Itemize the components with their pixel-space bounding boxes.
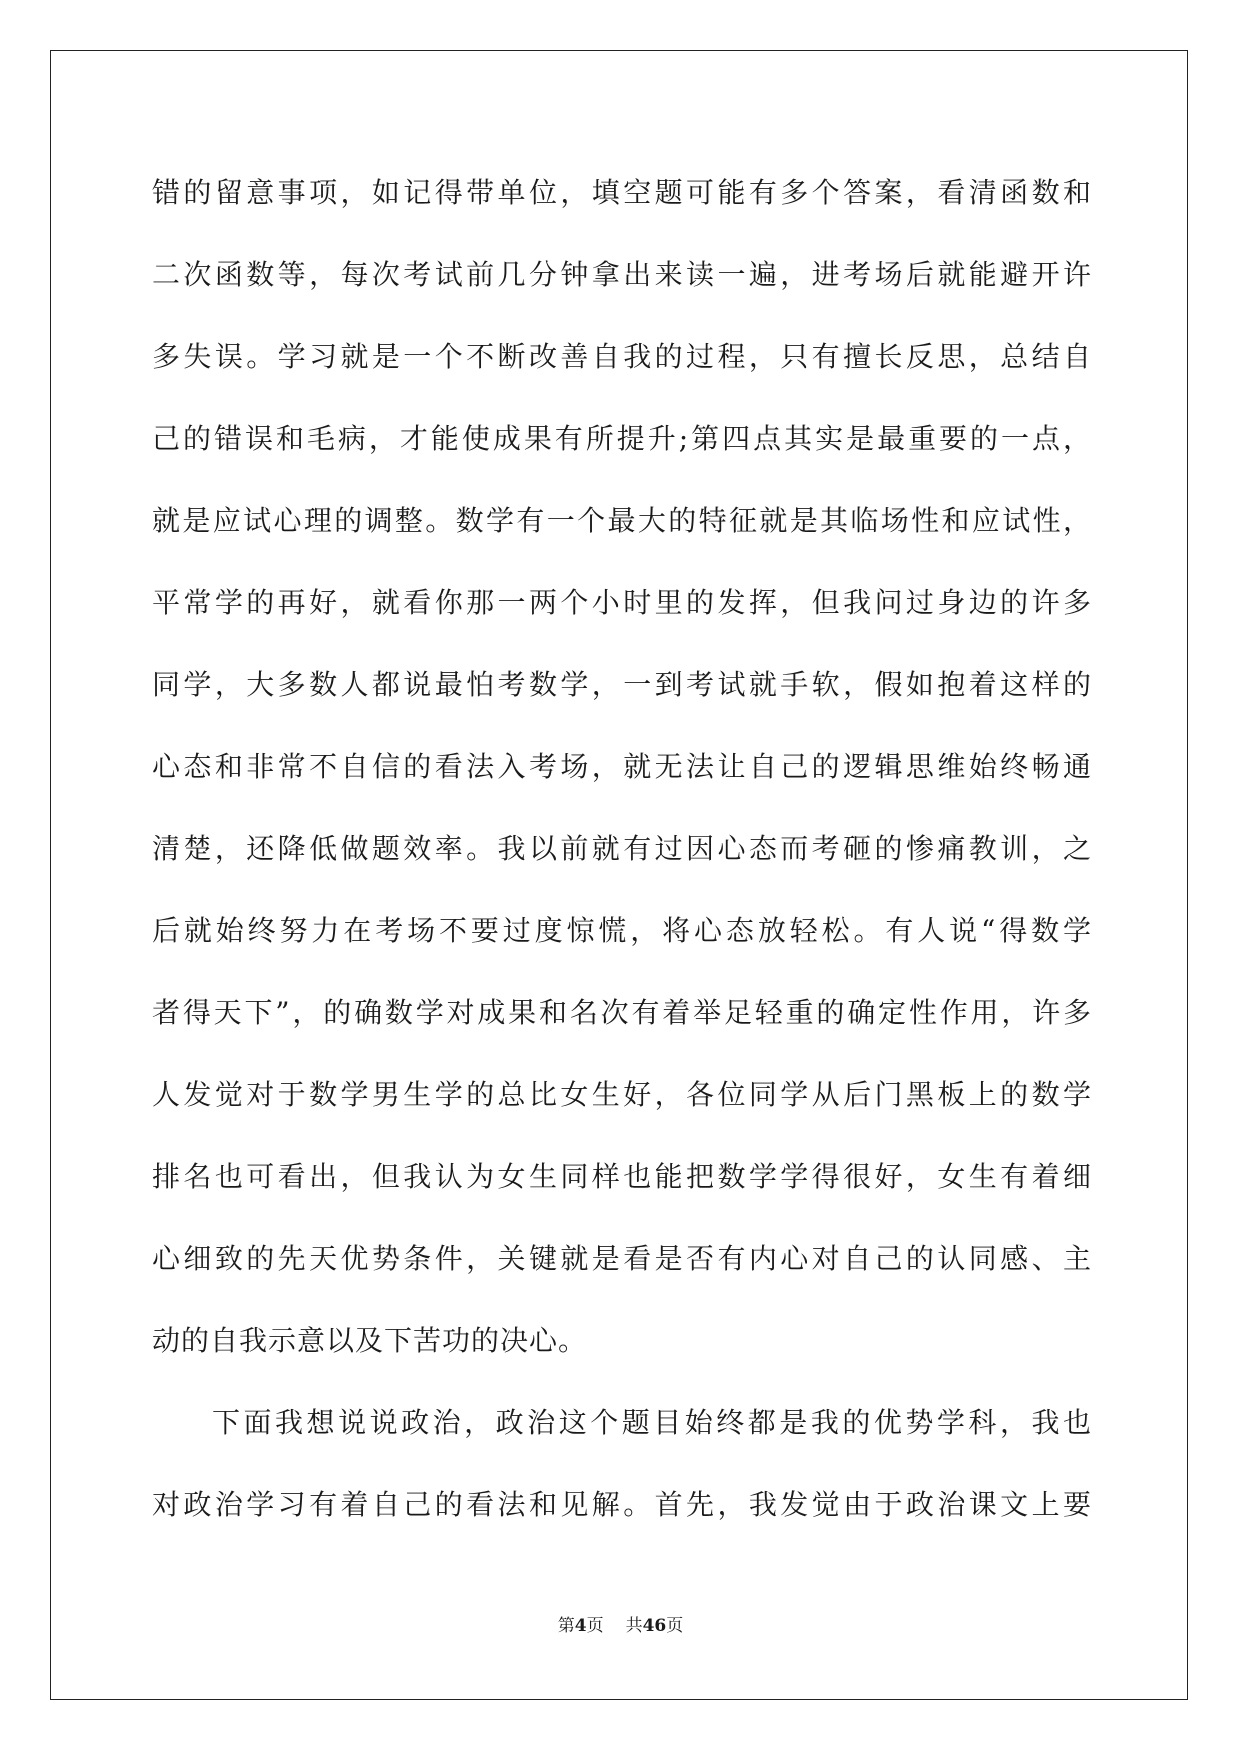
total-pages-number: 46: [642, 1616, 667, 1636]
text-line: 就是应试心理的调整。数学有一个最大的特征就是其临场性和应试性，: [152, 504, 1092, 537]
text-line: 心细致的先天优势条件，关键就是看是否有内心对自己的认同感、主: [152, 1242, 1092, 1275]
page-footer: [0, 1611, 1241, 1636]
page-prefix: 第: [557, 1616, 575, 1636]
text-line: 心态和非常不自信的看法入考场，就无法让自己的逻辑思维始终畅通: [152, 750, 1092, 783]
current-page-number: 4: [574, 1616, 587, 1636]
text-line: 多失误。学习就是一个不断改善自我的过程，只有擅长反思，总结自: [152, 340, 1092, 373]
text-line: 者得天下”，的确数学对成果和名次有着举足轻重的确定性作用，许多: [152, 996, 1092, 1029]
text-line: 同学，大多数人都说最怕考数学，一到考试就手软，假如抱着这样的: [152, 668, 1092, 701]
text-line: 二次函数等，每次考试前几分钟拿出来读一遍，进考场后就能避开许: [152, 258, 1092, 291]
text-line: 清楚，还降低做题效率。我以前就有过因心态而考砸的惨痛教训，之: [152, 832, 1092, 865]
document-body: [152, 152, 1092, 1546]
page-suffix: 页: [586, 1616, 604, 1636]
text-line: 排名也可看出，但我认为女生同样也能把数学学得很好，女生有着细: [152, 1160, 1092, 1193]
text-line: 动的自我示意以及下苦功的决心。: [152, 1324, 588, 1357]
text-line: 平常学的再好，就看你那一两个小时里的发挥，但我问过身边的许多: [152, 586, 1092, 619]
total-suffix: 页: [666, 1616, 684, 1636]
text-line: 己的错误和毛病，才能使成果有所提升;第四点其实是最重要的一点，: [152, 422, 1092, 455]
paragraph-first-line: 下面我想说说政治，政治这个题目始终都是我的优势学科，我也: [212, 1406, 1092, 1439]
text-line: 错的留意事项，如记得带单位，填空题可能有多个答案，看清函数和: [152, 176, 1092, 209]
total-prefix: 共: [625, 1616, 643, 1636]
text-line: 对政治学习有着自己的看法和见解。首先，我发觉由于政治课文上要: [152, 1488, 1092, 1521]
text-line: 人发觉对于数学男生学的总比女生好，各位同学从后门黑板上的数学: [152, 1078, 1092, 1111]
text-line: 后就始终努力在考场不要过度惊慌，将心态放轻松。有人说“得数学: [152, 914, 1092, 947]
